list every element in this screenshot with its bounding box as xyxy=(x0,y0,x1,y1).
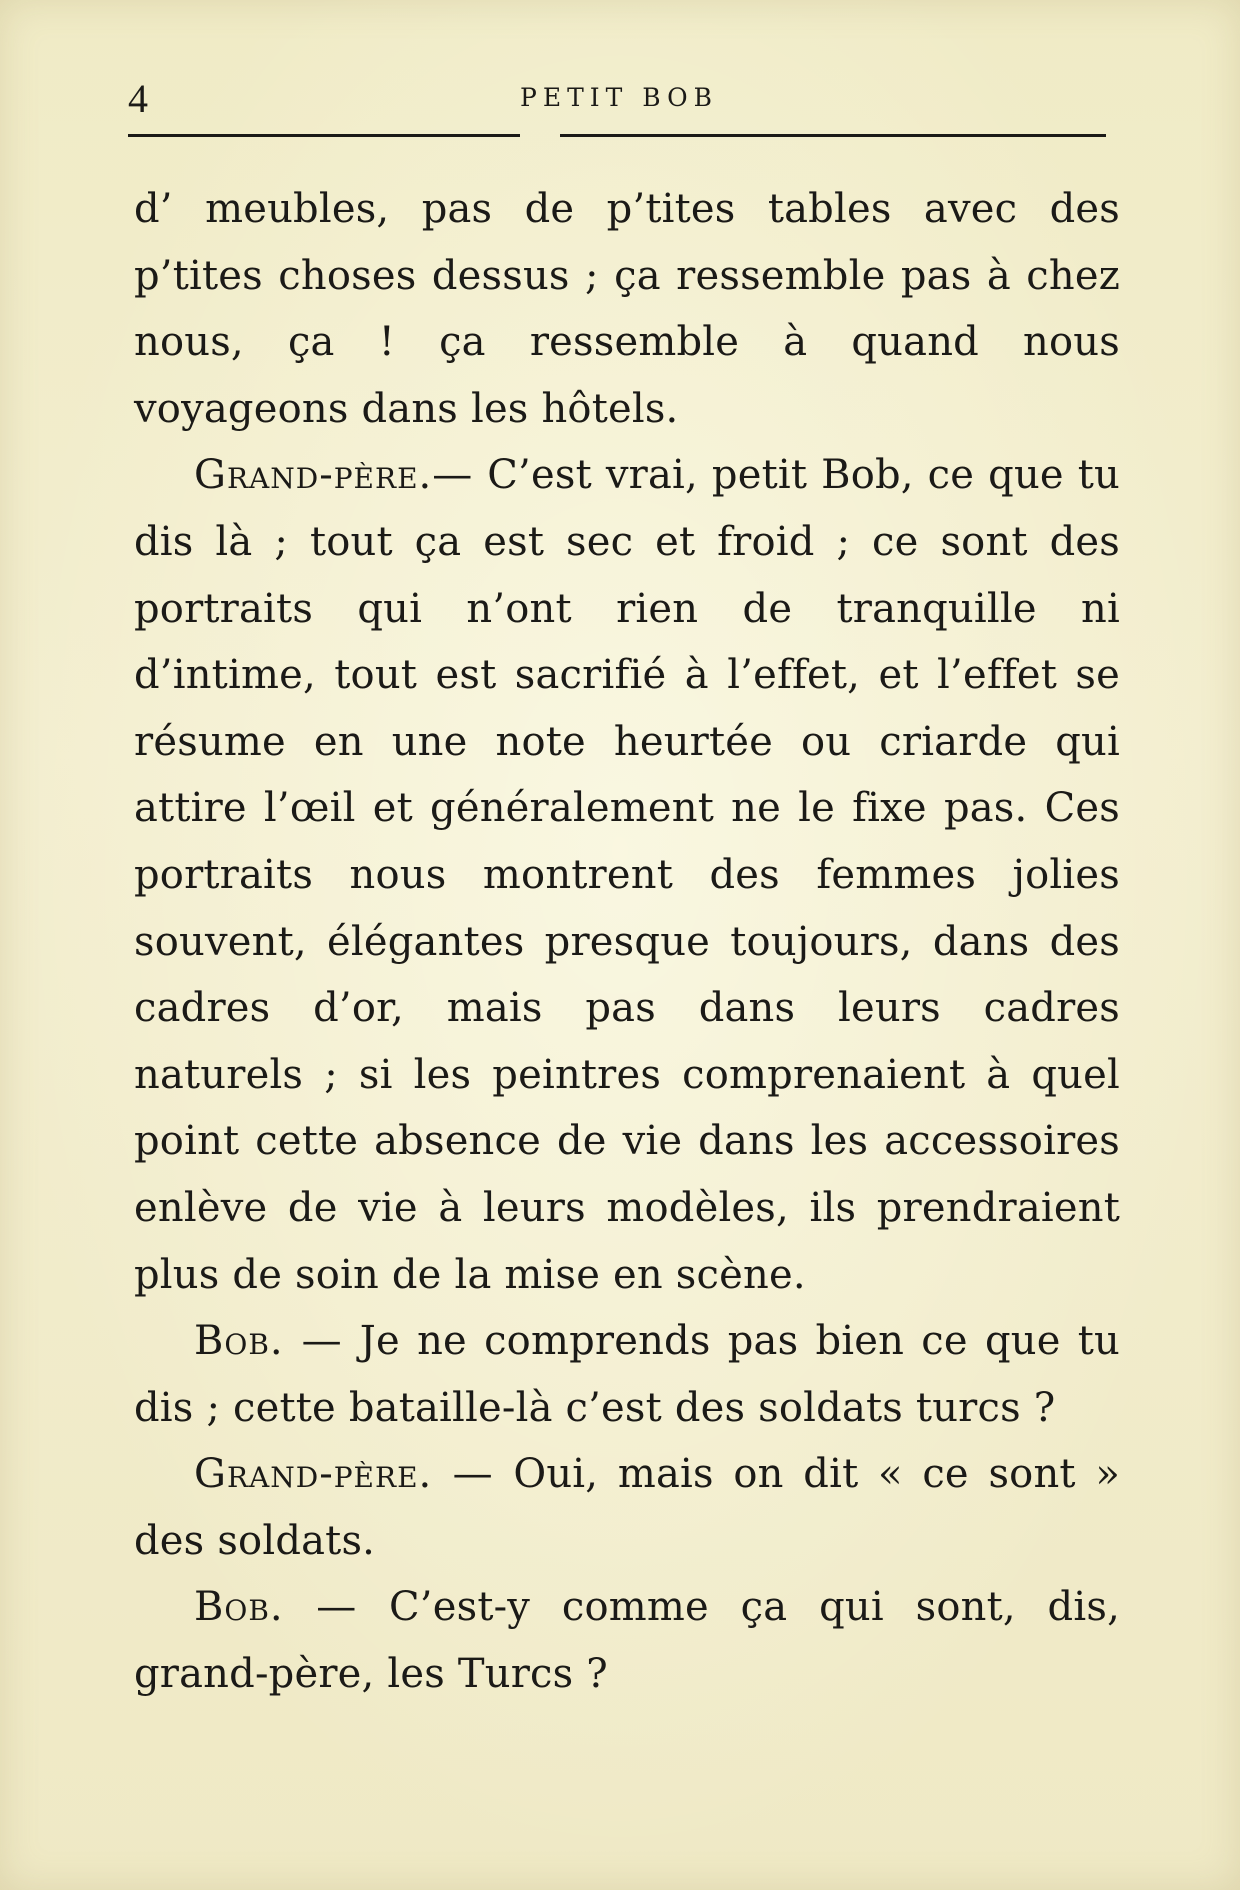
header-rule-left xyxy=(128,134,520,137)
speaker-label: Grand-père. — xyxy=(194,1451,494,1498)
dialogue-paragraph xyxy=(134,1574,1120,1707)
running-title: PETIT BOB xyxy=(520,83,718,112)
page-number: 4 xyxy=(128,76,148,121)
dialogue-paragraph xyxy=(134,1441,1120,1574)
dialogue-paragraph xyxy=(134,442,1120,1308)
paragraph-text: C’est-y comme ça qui sont, dis, grand-père, les Turcs ? xyxy=(134,1584,1120,1698)
dialogue-paragraph xyxy=(134,1308,1120,1441)
running-head xyxy=(128,74,1110,124)
paragraph-text: Oui, mais on dit « ce sont » des soldats. xyxy=(134,1451,1121,1564)
paragraph-text: Je ne comprends pas bien ce que tu dis ; cette bataille-là c’est des soldats turcs ? xyxy=(134,1318,1120,1431)
body-text xyxy=(134,176,1120,1708)
header-rule-right xyxy=(560,134,1106,137)
speaker-label: Grand-père.— xyxy=(194,452,474,499)
speaker-label: Bob. — xyxy=(194,1584,358,1631)
paragraph-text: d’ meubles, pas de p’tites tables avec des p’tites choses dessus ; ça ressemble pas à chez nous, ça ! ça ressemble à quand nous voyageons dans les hôtels. xyxy=(134,186,1120,432)
speaker-label: Bob. — xyxy=(194,1318,343,1365)
paragraph-text: C’est vrai, petit Bob, ce que tu dis là ; tout ça est sec et froid ; ce sont des portraits qui n’ont rien de tranquille ni d’intime, tout est sacrifié à l’effet, et l’effet se résume en une note heurtée ou criarde qui attire l’œil et généralement ne le fixe pas. Ces portraits nous montrent des femmes jolies souvent, élégantes presque toujours, dans des cadres d’or, mais pas dans leurs cadres naturels ; si les peintres comprenaient à quel point cette absence de vie dans les accessoires enlève de vie à leurs modèles, ils prendraient plus de soin de la mise en scène. xyxy=(134,452,1121,1298)
paragraph-continuation xyxy=(134,176,1120,442)
